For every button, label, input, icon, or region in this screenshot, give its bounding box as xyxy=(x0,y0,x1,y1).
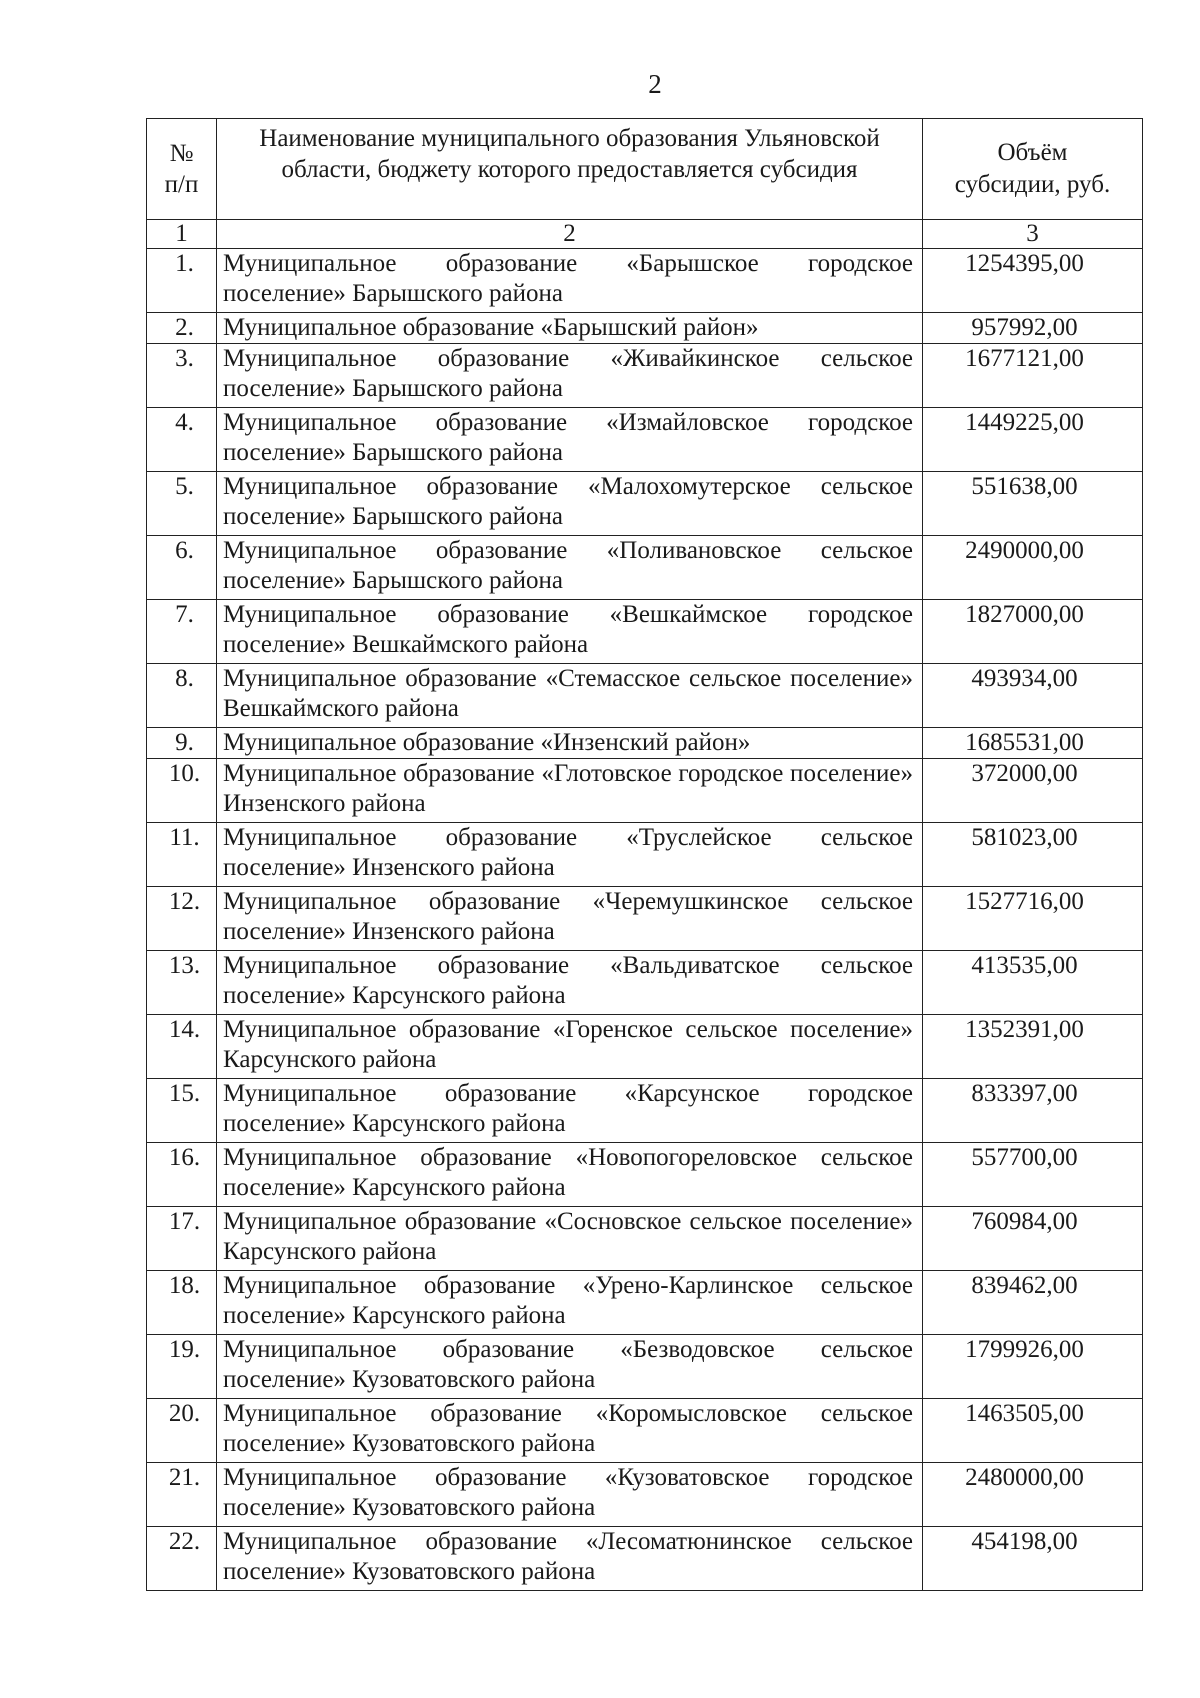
row-number: 3. xyxy=(147,344,217,408)
header-name: Наименование муниципального образования Ульяновской области, бюджету которого предоставляется субсидия xyxy=(217,119,923,220)
page-number: 2 xyxy=(648,69,662,99)
row-name: Муниципальное образование «Урено-Карлинское сельское поселение» Карсунского района xyxy=(217,1271,923,1335)
row-number: 22. xyxy=(147,1527,217,1591)
column-index-row xyxy=(147,220,1143,249)
row-amount: 493934,00 xyxy=(923,664,1143,728)
row-number: 5. xyxy=(147,472,217,536)
row-amount: 1677121,00 xyxy=(923,344,1143,408)
header-amount-line2: субсидии, руб. xyxy=(954,171,1111,198)
row-amount: 1527716,00 xyxy=(923,887,1143,951)
row-number: 19. xyxy=(147,1335,217,1399)
row-number: 1. xyxy=(147,249,217,313)
table-row xyxy=(147,1527,1143,1591)
table-row xyxy=(147,887,1143,951)
row-amount: 1463505,00 xyxy=(923,1399,1143,1463)
row-name: Муниципальное образование «Инзенский район» xyxy=(217,728,923,759)
row-number: 2. xyxy=(147,313,217,344)
row-number: 12. xyxy=(147,887,217,951)
row-amount: 1685531,00 xyxy=(923,728,1143,759)
table-row xyxy=(147,1335,1143,1399)
table-row xyxy=(147,249,1143,313)
row-number: 4. xyxy=(147,408,217,472)
row-amount: 839462,00 xyxy=(923,1271,1143,1335)
table-row xyxy=(147,1015,1143,1079)
table-row xyxy=(147,600,1143,664)
table-row xyxy=(147,472,1143,536)
row-name: Муниципальное образование «Глотовское городское поселение» Инзенского района xyxy=(217,759,923,823)
table-row xyxy=(147,313,1143,344)
table-row xyxy=(147,664,1143,728)
row-name: Муниципальное образование «Черемушкинское сельское поселение» Инзенского района xyxy=(217,887,923,951)
table-row xyxy=(147,759,1143,823)
row-number: 17. xyxy=(147,1207,217,1271)
row-name: Муниципальное образование «Карсунское городское поселение» Карсунского района xyxy=(217,1079,923,1143)
table-row xyxy=(147,1463,1143,1527)
row-amount: 372000,00 xyxy=(923,759,1143,823)
row-name: Муниципальное образование «Измайловское городское поселение» Барышского района xyxy=(217,408,923,472)
row-amount: 1827000,00 xyxy=(923,600,1143,664)
column-index-3: 3 xyxy=(923,220,1143,249)
row-number: 16. xyxy=(147,1143,217,1207)
row-name: Муниципальное образование «Лесоматюнинское сельское поселение» Кузоватовского района xyxy=(217,1527,923,1591)
row-name: Муниципальное образование «Безводовское сельское поселение» Кузоватовского района xyxy=(217,1335,923,1399)
row-amount: 557700,00 xyxy=(923,1143,1143,1207)
table-row xyxy=(147,1207,1143,1271)
row-name: Муниципальное образование «Стемасское сельское поселение» Вешкаймского района xyxy=(217,664,923,728)
table-row xyxy=(147,344,1143,408)
header-row xyxy=(147,119,1143,220)
row-name: Муниципальное образование «Коромысловское сельское поселение» Кузоватовского района xyxy=(217,1399,923,1463)
header-amount xyxy=(923,119,1143,220)
header-number-symbol: № xyxy=(169,140,194,167)
row-number: 13. xyxy=(147,951,217,1015)
row-amount: 1799926,00 xyxy=(923,1335,1143,1399)
row-number: 15. xyxy=(147,1079,217,1143)
table-row xyxy=(147,408,1143,472)
row-amount: 957992,00 xyxy=(923,313,1143,344)
row-amount: 2480000,00 xyxy=(923,1463,1143,1527)
row-name: Муниципальное образование «Малохомутерское сельское поселение» Барышского района xyxy=(217,472,923,536)
row-name: Муниципальное образование «Живайкинское сельское поселение» Барышского района xyxy=(217,344,923,408)
header-number xyxy=(147,119,217,220)
table-row xyxy=(147,1079,1143,1143)
row-number: 14. xyxy=(147,1015,217,1079)
table-row xyxy=(147,728,1143,759)
row-name: Муниципальное образование «Кузоватовское городское поселение» Кузоватовского района xyxy=(217,1463,923,1527)
row-amount: 454198,00 xyxy=(923,1527,1143,1591)
column-index-1: 1 xyxy=(147,220,217,249)
row-amount: 581023,00 xyxy=(923,823,1143,887)
row-number: 18. xyxy=(147,1271,217,1335)
table-row xyxy=(147,823,1143,887)
row-name: Муниципальное образование «Вальдиватское сельское поселение» Карсунского района xyxy=(217,951,923,1015)
row-number: 10. xyxy=(147,759,217,823)
row-number: 7. xyxy=(147,600,217,664)
row-name: Муниципальное образование «Поливановское сельское поселение» Барышского района xyxy=(217,536,923,600)
row-number: 9. xyxy=(147,728,217,759)
row-amount: 413535,00 xyxy=(923,951,1143,1015)
table-row xyxy=(147,1143,1143,1207)
row-number: 20. xyxy=(147,1399,217,1463)
row-name: Муниципальное образование «Труслейское сельское поселение» Инзенского района xyxy=(217,823,923,887)
table-row xyxy=(147,951,1143,1015)
row-amount: 2490000,00 xyxy=(923,536,1143,600)
row-name: Муниципальное образование «Барышский район» xyxy=(217,313,923,344)
header-number-abbr: п/п xyxy=(164,171,199,198)
row-amount: 551638,00 xyxy=(923,472,1143,536)
table-row xyxy=(147,1399,1143,1463)
row-name: Муниципальное образование «Новопогореловское сельское поселение» Карсунского района xyxy=(217,1143,923,1207)
header-amount-line1: Объём xyxy=(997,139,1068,166)
row-amount: 1352391,00 xyxy=(923,1015,1143,1079)
row-name: Муниципальное образование «Вешкаймское городское поселение» Вешкаймского района xyxy=(217,600,923,664)
row-amount: 760984,00 xyxy=(923,1207,1143,1271)
row-number: 6. xyxy=(147,536,217,600)
row-name: Муниципальное образование «Горенское сельское поселение» Карсунского района xyxy=(217,1015,923,1079)
table-row xyxy=(147,536,1143,600)
row-number: 21. xyxy=(147,1463,217,1527)
row-amount: 833397,00 xyxy=(923,1079,1143,1143)
row-name: Муниципальное образование «Сосновское сельское поселение» Карсунского района xyxy=(217,1207,923,1271)
row-amount: 1254395,00 xyxy=(923,249,1143,313)
column-index-2: 2 xyxy=(217,220,923,249)
row-number: 11. xyxy=(147,823,217,887)
row-amount: 1449225,00 xyxy=(923,408,1143,472)
subsidy-table xyxy=(146,118,1143,1591)
table-row xyxy=(147,1271,1143,1335)
row-number: 8. xyxy=(147,664,217,728)
row-name: Муниципальное образование «Барышское городское поселение» Барышского района xyxy=(217,249,923,313)
